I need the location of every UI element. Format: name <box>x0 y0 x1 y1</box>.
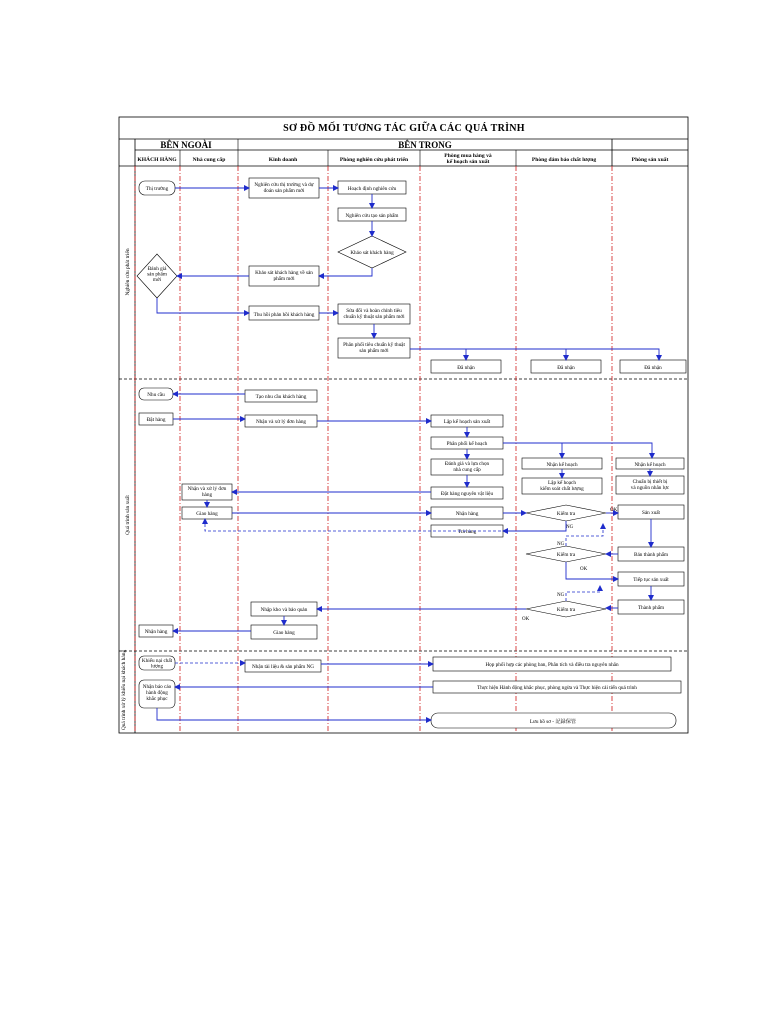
node-da-nhan-3: Đã nhận <box>644 365 662 371</box>
group-inside: BÊN TRONG <box>398 140 452 150</box>
col-kinh-doanh: Kinh doanh <box>268 157 298 163</box>
node-tra-hang: Trả hàng <box>457 529 477 535</box>
col-dam-bao-cl: Phòng đảm bảo chất lượng <box>531 157 597 163</box>
node-thanh-pham: Thành phẩm <box>637 605 665 611</box>
node-lap-ke-hoach-ktcl: Lập kế hoạch kiểm soát chất lượng <box>540 480 584 492</box>
label-ng-3: NG <box>557 593 565 598</box>
node-thi-truong: Thị trường <box>145 186 169 192</box>
node-thu-hoi: Thu hồi phản hồi khách hàng <box>253 312 315 318</box>
node-luu-ho-so: Lưu hồ sơ - 記録保管 <box>529 719 577 725</box>
node-dat-hang: Đặt hàng <box>146 417 166 423</box>
node-phan-phoi-tieu-chuan: Phân phối tiêu chuẩn kỹ thuật sản phẩm mới <box>343 342 405 354</box>
node-khao-sat-kh-sp: Khảo sát khách hàng về sản phẩm mới <box>255 270 313 282</box>
label-ok-3: OK <box>522 617 530 622</box>
node-dat-hang-nvl: Đặt hàng nguyên vật liệu <box>440 491 494 497</box>
node-nhan-hang-kh: Nhận hàng <box>144 629 168 635</box>
flow-arrows <box>157 188 659 720</box>
node-kiem-tra-1: Kiểm tra <box>556 511 576 517</box>
label-ok-1: OK <box>610 508 618 513</box>
node-nhan-bao-cao: Nhận báo cáo hành động khắc phục <box>142 684 172 702</box>
lane-khieu-nai: Quá trình xử lý khiếu nại khách hàng <box>121 649 127 731</box>
node-tao-nhu-cau: Tạo nhu cầu khách hàng <box>255 394 307 400</box>
col-nghien-cuu: Phòng nghiên cứu phát triển <box>339 157 409 163</box>
lane-san-xuat: Quá trình sản xuất <box>125 495 131 535</box>
node-danh-gia-sp: Đánh giá sản phẩm mới <box>147 266 167 283</box>
node-hoach-dinh: Hoạch định nghiên cứu <box>347 186 397 192</box>
node-nhan-ke-hoach-2: Nhận kế hoạch <box>634 462 666 468</box>
node-khao-sat-kh: Khảo sát khách hàng <box>350 250 394 256</box>
node-san-xuat: Sản xuất <box>641 510 661 516</box>
node-ncc-giao-hang: Giao hàng <box>196 511 218 517</box>
node-da-nhan-2: Đã nhận <box>557 365 575 371</box>
node-nhu-cau: Nhu cầu <box>147 392 165 398</box>
node-thuc-hien: Thực hiện Hành động khắc phục, phòng ngừa và Thực hiện cải tiến quá trình <box>477 685 637 691</box>
col-nha-cung-cap: Nhà cung cấp <box>192 157 226 163</box>
node-nhan-xu-ly-don: Nhận và xử lý đơn hàng <box>255 419 307 425</box>
col-san-xuat: Phòng sản xuất <box>631 157 669 163</box>
node-khieu-nai: Khiếu nại chất lượng <box>141 658 173 670</box>
node-da-nhan-1: Đã nhận <box>457 365 475 371</box>
node-nghien-cuu-tao-sp: Nghiên cứu tạo sản phẩm <box>345 213 399 219</box>
lane-nghien-cuu: Nghiên cứu phát triển <box>125 248 131 296</box>
node-nhan-tai-lieu: Nhận tài liệu & sản phẩm NG <box>252 664 314 670</box>
node-lap-ke-hoach: Lập kế hoạch sản xuất <box>443 419 491 425</box>
group-outside: BÊN NGOÀI <box>160 140 212 150</box>
col-mua-hang: Phòng mua hàng và kế hoạch sản xuất <box>444 153 492 165</box>
node-hop-phoi-hop: Họp phối hợp các phòng ban, Phân tích và điều tra nguyên nhân <box>485 662 619 668</box>
node-kiem-tra-3: Kiểm tra <box>556 607 576 613</box>
node-chuan-bi: Chuẩn bị thiết bị và nguồn nhân lực <box>630 479 670 491</box>
node-ncc-nhan-xu-ly: Nhận và xử lý đơn hàng <box>187 486 227 498</box>
label-ng-2: NG <box>557 542 565 547</box>
node-nghien-cuu-thi-truong: Nghiên cứu thị trường và dự đoán sản phẩm mới <box>254 182 314 194</box>
node-danh-gia-ncc: Đánh giá và lựa chọn nhà cung cấp <box>444 461 490 473</box>
node-kiem-tra-2: Kiểm tra <box>556 552 576 558</box>
col-khach-hang: KHÁCH HÀNG <box>137 157 177 163</box>
node-sua-doi: Sửa đổi và hoàn chỉnh tiêu chuẩn kỹ thuật sản phẩm mới <box>343 308 405 320</box>
node-tiep-tuc-sx: Tiếp tục sản xuất <box>633 577 669 583</box>
diagram-title: SƠ ĐỒ MỐI TƯƠNG TÁC GIỮA CÁC QUÁ TRÌNH <box>283 123 525 134</box>
node-ban-thanh-pham: Bán thành phẩm <box>634 552 668 558</box>
node-nhan-hang-1: Nhận hàng <box>455 511 479 517</box>
node-nhap-kho: Nhập kho và bảo quản <box>260 607 308 613</box>
node-kd-giao-hang: Giao hàng <box>273 630 295 636</box>
label-ok-2: OK <box>580 567 588 572</box>
label-ng-1: NG <box>566 525 574 530</box>
node-phan-phoi-ke-hoach: Phân phối kế hoạch <box>446 441 488 447</box>
node-nhan-ke-hoach-1: Nhận kế hoạch <box>546 462 578 468</box>
